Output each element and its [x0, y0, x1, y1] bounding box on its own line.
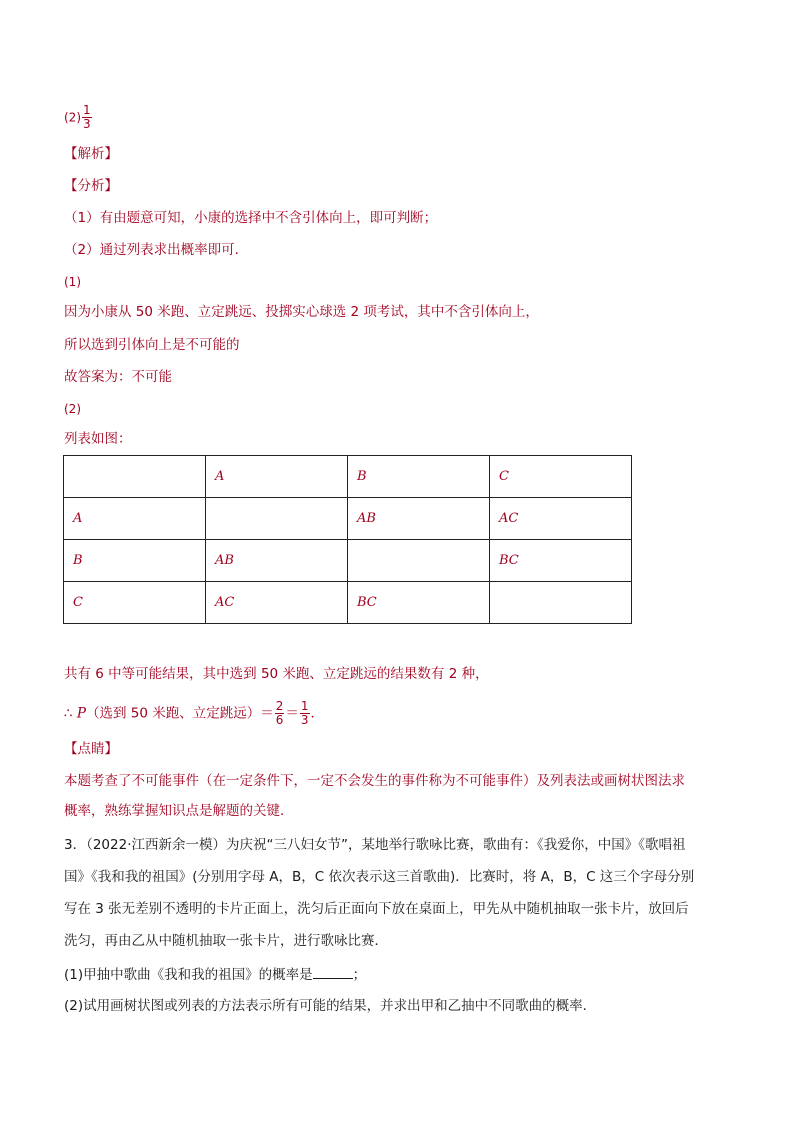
answer-fraction [82, 104, 92, 131]
fenxi-line-1: （1）有由题意可知，小康的选择中不含引体向上，即可判断； [64, 210, 438, 226]
prob-event: （选到 50 米跑、立定跳远）＝ [85, 705, 274, 722]
question3-line-1: 3．（2022·江西新余一模）为庆祝“三八妇女节”，某地举行歌咏比赛，歌曲有：《我爱你，中国》《歌唱祖 [64, 837, 686, 853]
table-cell [64, 456, 206, 498]
fenxi-line-2: （2）通过列表求出概率即可． [64, 242, 249, 258]
table-row [64, 498, 632, 540]
question3-line-2: 国》《我和我的祖国》(分别用字母 A，B，C 依次表示这三首歌曲)．比赛时，将 A，B，C 这三个字母分别 [64, 869, 695, 885]
probability-line [64, 700, 324, 727]
sub1-end: ； [352, 967, 367, 983]
question3-line-4: 洗匀，再由乙从中随机抽取一张卡片，进行歌咏比赛． [64, 933, 388, 949]
result-line: 共有 6 中等可能结果，其中选到 50 米跑、立定跳远的结果数有 2 种， [64, 666, 489, 682]
table-row [64, 582, 632, 624]
fraction-numerator: 1 [83, 103, 91, 117]
part2-label: (2) [64, 402, 81, 416]
answer-part2 [64, 104, 93, 131]
part2-intro: 列表如图： [64, 431, 132, 447]
prob-fraction-1 [275, 700, 285, 727]
table-cell: BC [490, 540, 632, 582]
part1-line-3: 故答案为：不可能 [64, 369, 172, 385]
prob-P: P [76, 705, 86, 722]
question3-sub2: (2)试用画树状图或列表的方法表示所有可能的结果，并求出甲和乙抽中不同歌曲的概率． [64, 998, 597, 1014]
table-cell: BC [348, 582, 490, 624]
table-cell: B [348, 456, 490, 498]
part1-line-1: 因为小康从 50 米跑、立定跳远、投掷实心球选 2 项考试，其中不含引体向上， [64, 304, 539, 320]
question3-sub1 [64, 964, 366, 985]
table-cell: C [490, 456, 632, 498]
part1-line-2: 所以选到引体向上是不可能的 [64, 337, 240, 353]
fenxi-heading: 【分析】 [64, 178, 118, 194]
jiexi-heading: 【解析】 [64, 146, 118, 162]
prob-end: ． [310, 705, 325, 722]
question3-line-3: 写在 3 张无差别不透明的卡片正面上，洗匀后正面向下放在桌面上，甲先从中随机抽取一张卡片，放回后 [64, 901, 689, 917]
answer-part2-label: (2) [64, 110, 81, 125]
dianjing-heading: 【点睛】 [64, 741, 118, 757]
prob-fraction-2 [300, 700, 310, 727]
dianjing-line-1: 本题考查了不可能事件（在一定条件下，一定不会发生的事件称为不可能事件）及列表法或画树状图法求 [64, 773, 685, 789]
table-cell: AC [490, 498, 632, 540]
table-cell: B [64, 540, 206, 582]
table-cell [490, 582, 632, 624]
fraction-numerator: 1 [300, 699, 309, 713]
fraction-denominator: 3 [300, 713, 309, 727]
fraction-denominator: 6 [275, 713, 284, 727]
sub1-text: (1)甲抽中歌曲《我和我的祖国》的概率是 [64, 967, 313, 983]
table-cell: A [206, 456, 348, 498]
therefore-symbol: ∴ [64, 705, 77, 722]
table-cell: AB [348, 498, 490, 540]
table-cell: AC [206, 582, 348, 624]
table-cell [206, 498, 348, 540]
table-cell [348, 540, 490, 582]
table-row [64, 540, 632, 582]
part1-label: (1) [64, 275, 81, 289]
outcome-table [63, 455, 632, 624]
fraction-denominator: 3 [83, 117, 91, 131]
answer-blank [313, 964, 353, 979]
dianjing-line-2: 概率，熟练掌握知识点是解题的关键． [64, 803, 294, 819]
table-cell: AB [206, 540, 348, 582]
table-row [64, 456, 632, 498]
table-cell: A [64, 498, 206, 540]
fraction-numerator: 2 [275, 699, 284, 713]
prob-equals: ＝ [285, 705, 299, 722]
table-cell: C [64, 582, 206, 624]
